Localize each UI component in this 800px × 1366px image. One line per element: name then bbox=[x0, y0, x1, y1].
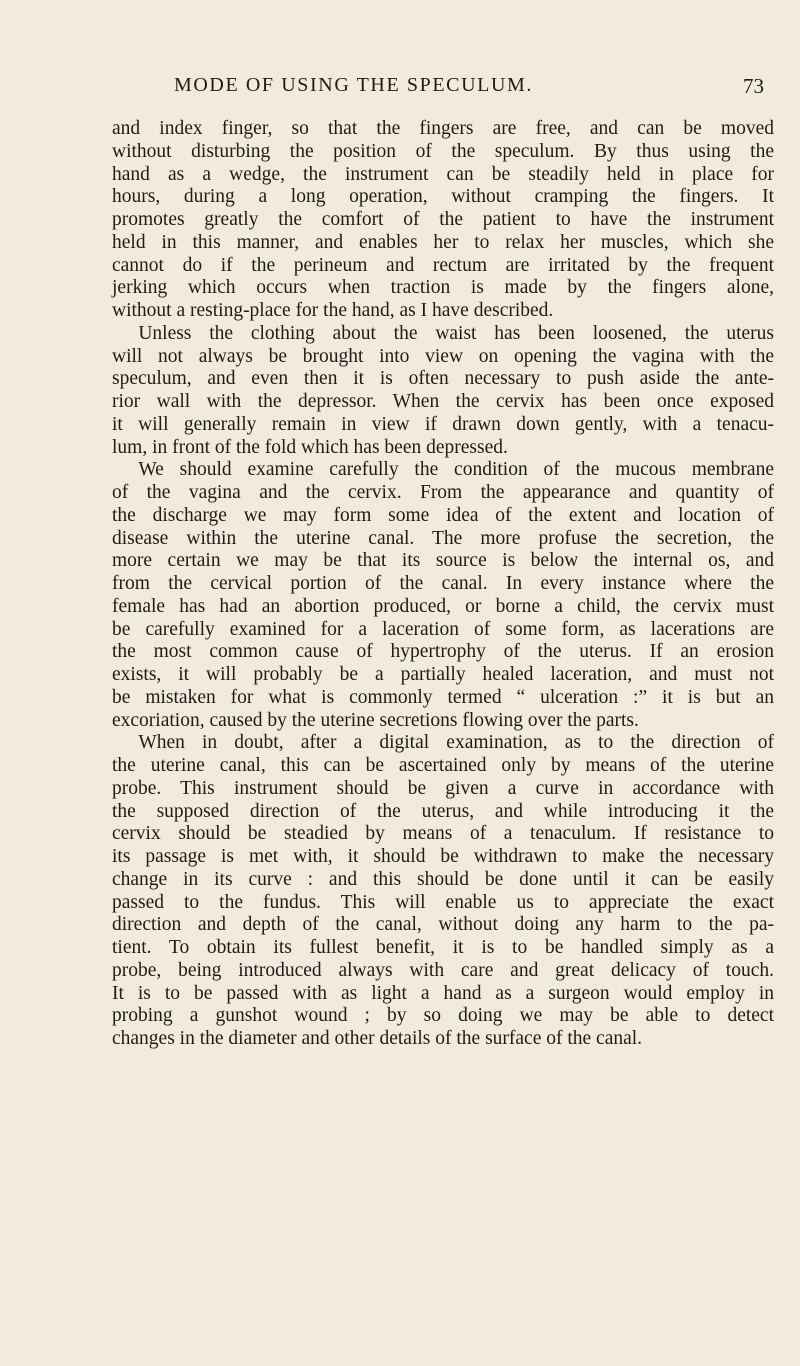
text-line: the uterine canal, this can be ascertained only by means of the uterine bbox=[112, 755, 774, 776]
text-line: female has had an abortion produced, or borne a child, the cervix must bbox=[112, 595, 774, 617]
text-line: the discharge we may form some idea of the extent and location of bbox=[112, 504, 774, 526]
text-line: probing a gunshot wound ; by so doing we may be able to detect bbox=[112, 1005, 774, 1027]
text-line: without disturbing the position of the speculum. By thus using the bbox=[112, 140, 774, 162]
text-line: probe. This instrument should be given a curve in accordance with bbox=[112, 777, 774, 799]
text-line: speculum, and even then it is often necessary to push aside the ante- bbox=[112, 368, 774, 390]
text-line: exists, it will probably be a partially healed laceration, and must not bbox=[112, 664, 774, 685]
text-line: jerking which occurs when traction is made by the fingers alone, bbox=[112, 277, 774, 299]
text-line: change in its curve : and this should be done until it can be easily bbox=[112, 868, 774, 890]
text-line: cannot do if the perineum and rectum are irritated by the frequent bbox=[112, 254, 774, 276]
text-line: of the vagina and the cervix. From the appearance and quantity of bbox=[112, 482, 774, 503]
page-number: 73 bbox=[743, 74, 764, 98]
text-line: passed to the fundus. This will enable us to appreciate the exact bbox=[112, 891, 774, 913]
text-line: will not always be brought into view on opening the vagina with the bbox=[112, 345, 774, 367]
text-line: and index finger, so that the fingers are free, and can be moved bbox=[112, 118, 774, 139]
paragraph bbox=[112, 118, 774, 323]
text-line: be carefully examined for a laceration of some form, as lacerations are bbox=[112, 618, 774, 640]
text-line: disease within the uterine canal. The more profuse the secretion, the bbox=[112, 527, 774, 549]
text-line: rior wall with the depressor. When the cervix has been once exposed bbox=[112, 391, 774, 412]
text-line: cervix should be steadied by means of a tenaculum. If resistance to bbox=[112, 823, 774, 845]
text-line: lum, in front of the fold which has been depressed. bbox=[112, 436, 508, 458]
text-line: from the cervical portion of the canal. In every instance where the bbox=[112, 573, 774, 594]
text-line: It is to be passed with as light a hand as a surgeon would employ in bbox=[112, 982, 774, 1004]
text-line: hours, during a long operation, without cramping the fingers. It bbox=[112, 186, 774, 208]
text-line: it will generally remain in view if drawn down gently, with a tenacu- bbox=[112, 413, 774, 435]
paragraph bbox=[112, 323, 774, 460]
text-line: changes in the diameter and other details of the surface of the canal. bbox=[112, 1028, 643, 1049]
body-text bbox=[112, 118, 774, 1051]
text-line: tient. To obtain its fullest benefit, it is to be handled simply as a bbox=[112, 937, 774, 958]
text-line: probe, being introduced always with care and great delicacy of touch. bbox=[112, 959, 774, 981]
text-line: held in this manner, and enables her to relax her muscles, which she bbox=[112, 231, 774, 253]
text-line: hand as a wedge, the instrument can be steadily held in place for bbox=[112, 163, 774, 185]
paragraph bbox=[112, 459, 774, 732]
text-line: We should examine carefully the condition of the mucous membrane bbox=[138, 459, 774, 481]
text-line: without a resting-place for the hand, as I have described. bbox=[112, 300, 554, 321]
page-header bbox=[112, 74, 774, 102]
text-line: the supposed direction of the uterus, and while introducing it the bbox=[112, 800, 774, 822]
text-line: When in doubt, after a digital examination, as to the direction of bbox=[138, 732, 774, 754]
text-line: be mistaken for what is commonly termed “ ulceration :” it is but an bbox=[112, 686, 774, 708]
text-line: direction and depth of the canal, without doing any harm to the pa- bbox=[112, 914, 774, 936]
text-line: more certain we may be that its source is below the internal os, and bbox=[112, 550, 774, 572]
text-line: promotes greatly the comfort of the patient to have the instrument bbox=[112, 209, 774, 230]
running-title: MODE OF USING THE SPECULUM. bbox=[174, 74, 533, 96]
paragraph bbox=[112, 732, 774, 1051]
text-line: its passage is met with, it should be withdrawn to make the necessary bbox=[112, 846, 774, 867]
text-line: Unless the clothing about the waist has been loosened, the uterus bbox=[138, 322, 774, 344]
text-line: excoriation, caused by the uterine secretions flowing over the parts. bbox=[112, 709, 639, 731]
text-line: the most common cause of hypertrophy of the uterus. If an erosion bbox=[112, 641, 774, 663]
